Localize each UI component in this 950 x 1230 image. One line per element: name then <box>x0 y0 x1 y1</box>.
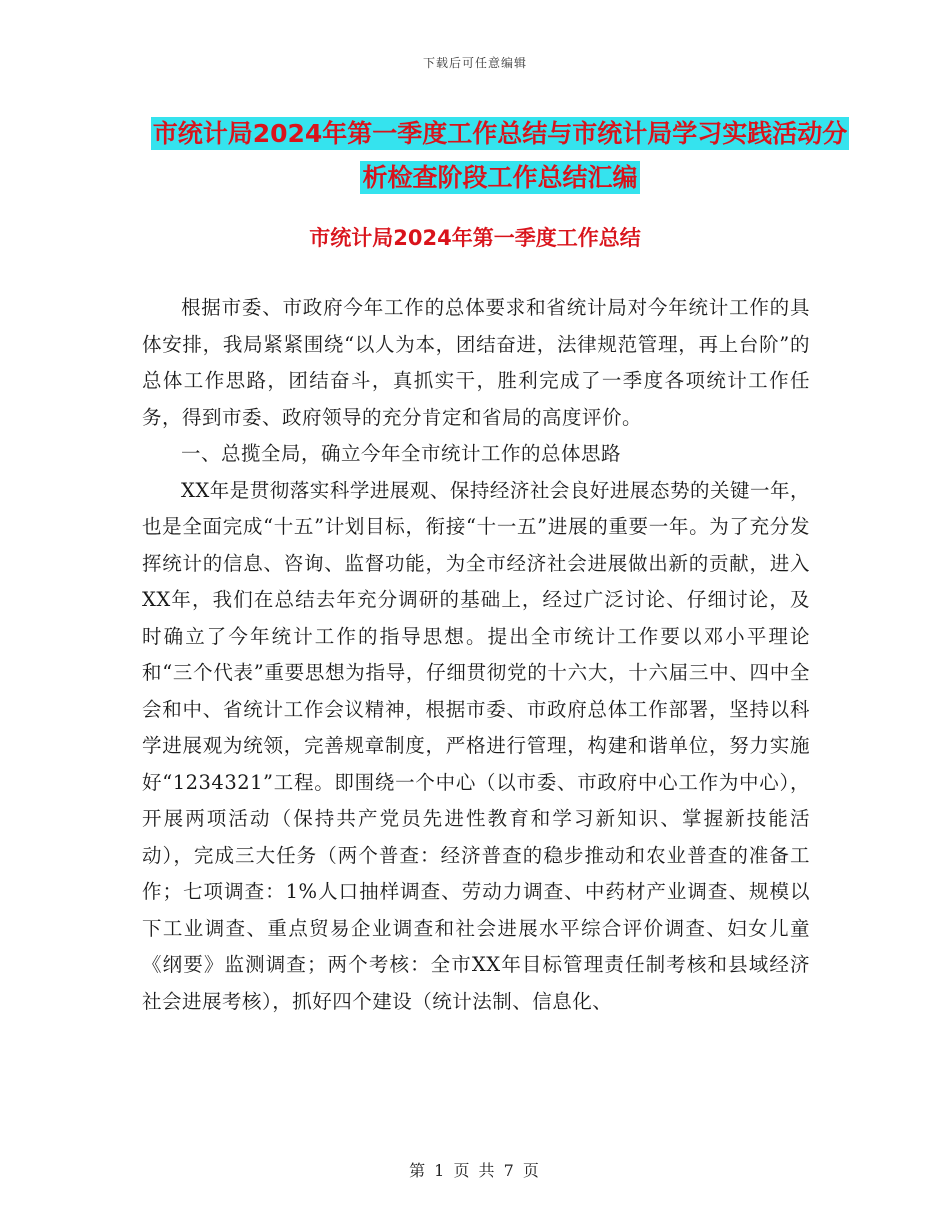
header-note: 下载后可任意编辑 <box>422 56 527 70</box>
page-number: 第 1 页 共 7 页 <box>409 1161 541 1180</box>
document-body <box>142 290 810 1020</box>
document-title <box>140 112 860 200</box>
body-paragraph: 根据市委、市政府今年工作的总体要求和省统计局对今年统计工作的具体安排，我局紧紧围绕“以人为本，团结奋进，法律规范管理，再上台阶”的总体工作思路，团结奋斗，真抓实干，胜利完成了一季度各项统计工作任务，得到市委、政府领导的充分肯定和省局的高度评价。 <box>142 296 810 429</box>
section-title: 市统计局2024年第一季度工作总结 <box>309 226 641 250</box>
body-paragraph: XX年是贯彻落实科学进展观、保持经济社会良好进展态势的关键一年，也是全面完成“十五”计划目标，衔接“十一五”进展的重要一年。为了充分发挥统计的信息、咨询、监督功能，为全市经济社会进展做出新的贡献，进入XX年，我们在总结去年充分调研的基础上，经过广泛讨论、仔细讨论，及时确立了今年统计工作的指导思想。提出全市统计工作要以邓小平理论和“三个代表”重要思想为指导，仔细贯彻党的十六大，十六届三中、四中全会和中、省统计工作会议精神，根据市委、市政府总体工作部署，坚持以科学进展观为统领，完善规章制度，严格进行管理，构建和谐单位，努力实施好“1234321”工程。即围绕一个中心（以市委、市政府中心工作为中心），开展两项活动（保持共产党员先进性教育和学习新知识、掌握新技能活动），完成三大任务（两个普查：经济普查的稳步推动和农业普查的准备工作；七项调查：1%人口抽样调查、劳动力调查、中药材产业调查、规模以下工业调查、重点贸易企业调查和社会进展水平综合评价调查、妇女儿童《纲要》监测调查；两个考核：全市XX年目标管理责任制考核和县域经济社会进展考核），抓好四个建设（统计法制、信息化、 <box>142 478 810 1013</box>
body-heading: 一、总揽全局，确立今年全市统计工作的总体思路 <box>181 442 622 465</box>
document-title-text: 市统计局2024年第一季度工作总结与市统计局学习实践活动分析检查阶段工作总结汇编 <box>152 119 848 192</box>
